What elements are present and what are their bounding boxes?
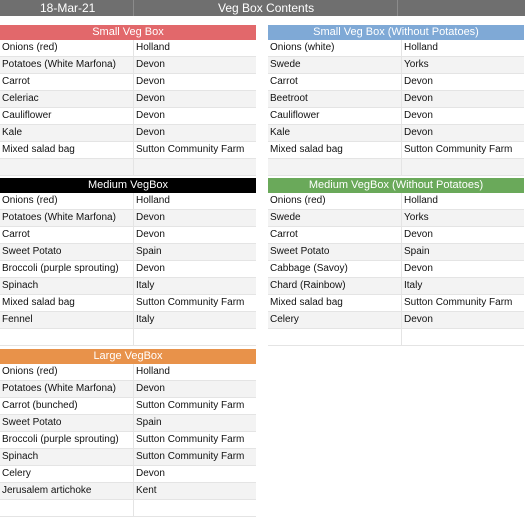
column-divider xyxy=(133,142,134,158)
table-row xyxy=(0,193,256,210)
table-row xyxy=(0,108,256,125)
vegetable-cell[interactable]: Cauliflower xyxy=(270,110,320,121)
vegetable-cell[interactable]: Onions (red) xyxy=(2,195,58,206)
table-row xyxy=(0,227,256,244)
table-row xyxy=(0,312,256,329)
column-divider xyxy=(133,261,134,277)
vegetable-cell[interactable]: Mixed salad bag xyxy=(2,144,75,155)
vegetable-cell[interactable]: Spinach xyxy=(2,451,39,462)
table-row xyxy=(0,244,256,261)
sheet-title[interactable]: Veg Box Contents xyxy=(218,1,315,15)
vegetable-cell[interactable]: Sweet Potato xyxy=(270,246,330,257)
vegetable-cell[interactable]: Celeriac xyxy=(2,93,39,104)
table-row xyxy=(268,57,524,74)
vegetable-cell[interactable]: Carrot xyxy=(270,229,298,240)
column-divider xyxy=(133,193,134,209)
vegetable-cell[interactable]: Mixed salad bag xyxy=(270,297,343,308)
column-divider xyxy=(401,261,402,277)
table-row xyxy=(268,278,524,295)
column-divider xyxy=(133,159,134,175)
origin-cell[interactable]: Devon xyxy=(136,468,165,479)
origin-cell[interactable]: Devon xyxy=(136,127,165,138)
column-divider xyxy=(401,295,402,311)
origin-cell[interactable]: Italy xyxy=(404,280,423,291)
vegetable-cell[interactable]: Chard (Rainbow) xyxy=(270,280,346,291)
vegetable-cell[interactable]: Onions (red) xyxy=(270,195,326,206)
column-divider xyxy=(133,244,134,260)
origin-cell[interactable]: Devon xyxy=(136,76,165,87)
vegetable-cell[interactable]: Cauliflower xyxy=(2,110,52,121)
origin-cell[interactable]: Sutton Community Farm xyxy=(136,434,245,445)
header-divider xyxy=(133,0,134,16)
table-row xyxy=(0,91,256,108)
column-divider xyxy=(133,381,134,397)
origin-cell[interactable]: Sutton Community Farm xyxy=(136,451,245,462)
column-divider xyxy=(401,108,402,124)
table-row xyxy=(0,57,256,74)
vegetable-cell[interactable]: Carrot xyxy=(2,76,30,87)
origin-cell[interactable]: Devon xyxy=(404,263,433,274)
origin-cell[interactable]: Devon xyxy=(136,229,165,240)
vegetable-cell[interactable]: Kale xyxy=(2,127,23,138)
column-divider xyxy=(401,159,402,175)
small-veg-box-without-potatoes-table xyxy=(268,25,524,176)
table-row xyxy=(0,466,256,483)
origin-cell[interactable]: Devon xyxy=(136,59,165,70)
column-divider xyxy=(401,210,402,226)
origin-cell[interactable]: Devon xyxy=(136,110,165,121)
column-divider xyxy=(401,329,402,345)
table-row xyxy=(0,261,256,278)
table-row xyxy=(268,295,524,312)
column-divider xyxy=(401,244,402,260)
origin-cell[interactable]: Devon xyxy=(404,314,433,325)
column-divider xyxy=(133,432,134,448)
vegetable-cell[interactable]: Carrot xyxy=(270,76,298,87)
vegetable-cell[interactable]: Fennel xyxy=(2,314,33,325)
origin-cell[interactable]: Holland xyxy=(136,42,170,53)
large-vegbox-title[interactable]: Large VegBox xyxy=(0,349,256,364)
column-divider xyxy=(133,295,134,311)
table-row xyxy=(0,483,256,500)
vegetable-cell[interactable]: Onions (red) xyxy=(2,366,58,377)
vegetable-cell[interactable]: Swede xyxy=(270,59,301,70)
origin-cell[interactable]: Sutton Community Farm xyxy=(136,144,245,155)
column-divider xyxy=(133,483,134,499)
vegetable-cell[interactable]: Celery xyxy=(2,468,31,479)
origin-cell[interactable]: Holland xyxy=(136,366,170,377)
origin-cell[interactable]: Devon xyxy=(136,263,165,274)
table-row xyxy=(268,125,524,142)
sheet-header xyxy=(0,0,525,16)
column-divider xyxy=(401,193,402,209)
table-row xyxy=(268,193,524,210)
column-divider xyxy=(401,125,402,141)
origin-cell[interactable]: Devon xyxy=(404,93,433,104)
column-divider xyxy=(133,108,134,124)
column-divider xyxy=(401,312,402,328)
vegetable-cell[interactable]: Sweet Potato xyxy=(2,246,62,257)
origin-cell[interactable]: Spain xyxy=(404,246,430,257)
table-row xyxy=(268,210,524,227)
column-divider xyxy=(133,227,134,243)
table-row xyxy=(0,74,256,91)
table-row xyxy=(0,432,256,449)
table-row xyxy=(268,74,524,91)
column-divider xyxy=(401,57,402,73)
vegetable-cell[interactable]: Carrot (bunched) xyxy=(2,400,78,411)
vegetable-cell[interactable]: Celery xyxy=(270,314,299,325)
table-row xyxy=(268,227,524,244)
column-divider xyxy=(133,74,134,90)
column-divider xyxy=(133,449,134,465)
table-row xyxy=(0,329,256,346)
vegetable-cell[interactable]: Onions (white) xyxy=(270,42,335,53)
vegetable-cell[interactable]: Beetroot xyxy=(270,93,308,104)
origin-cell[interactable]: Sutton Community Farm xyxy=(404,297,513,308)
origin-cell[interactable]: Holland xyxy=(136,195,170,206)
vegetable-cell[interactable]: Onions (red) xyxy=(2,42,58,53)
table-row xyxy=(268,91,524,108)
column-divider xyxy=(401,91,402,107)
vegetable-cell[interactable]: Carrot xyxy=(2,229,30,240)
origin-cell[interactable]: Holland xyxy=(404,195,438,206)
table-row xyxy=(268,244,524,261)
column-divider xyxy=(401,278,402,294)
vegetable-cell[interactable]: Potatoes (White Marfona) xyxy=(2,59,116,70)
origin-cell[interactable]: Devon xyxy=(404,76,433,87)
medium-vegbox-without-potatoes-table xyxy=(268,178,524,346)
origin-cell[interactable]: Spain xyxy=(136,417,162,428)
origin-cell[interactable]: Devon xyxy=(136,93,165,104)
origin-cell[interactable]: Devon xyxy=(404,127,433,138)
column-divider xyxy=(401,74,402,90)
origin-cell[interactable]: Yorks xyxy=(404,212,429,223)
table-row xyxy=(0,449,256,466)
table-row xyxy=(0,415,256,432)
origin-cell[interactable]: Yorks xyxy=(404,59,429,70)
origin-cell[interactable]: Devon xyxy=(404,229,433,240)
table-row xyxy=(0,142,256,159)
vegetable-cell[interactable]: Spinach xyxy=(2,280,39,291)
column-divider xyxy=(133,415,134,431)
origin-cell[interactable]: Kent xyxy=(136,485,157,496)
vegetable-cell[interactable]: Jerusalem artichoke xyxy=(2,485,92,496)
column-divider xyxy=(133,91,134,107)
column-divider xyxy=(133,364,134,380)
column-divider xyxy=(401,227,402,243)
origin-cell[interactable]: Sutton Community Farm xyxy=(136,400,245,411)
origin-cell[interactable]: Sutton Community Farm xyxy=(136,297,245,308)
origin-cell[interactable]: Devon xyxy=(404,110,433,121)
table-row xyxy=(0,398,256,415)
large-vegbox-table xyxy=(0,349,256,517)
origin-cell[interactable]: Italy xyxy=(136,280,155,291)
table-row xyxy=(268,261,524,278)
origin-cell[interactable]: Sutton Community Farm xyxy=(404,144,513,155)
column-divider xyxy=(401,142,402,158)
table-row xyxy=(268,329,524,346)
table-row xyxy=(0,159,256,176)
column-divider xyxy=(133,500,134,516)
vegetable-cell[interactable]: Cabbage (Savoy) xyxy=(270,263,348,274)
vegetable-cell[interactable]: Kale xyxy=(270,127,291,138)
vegetable-cell[interactable]: Mixed salad bag xyxy=(270,144,343,155)
table-row xyxy=(0,278,256,295)
column-divider xyxy=(133,398,134,414)
column-divider xyxy=(133,125,134,141)
table-row xyxy=(0,40,256,57)
column-divider xyxy=(133,278,134,294)
table-row xyxy=(268,159,524,176)
table-row xyxy=(268,40,524,57)
vegetable-cell[interactable]: Broccoli (purple sprouting) xyxy=(2,263,119,274)
vegetable-cell[interactable]: Potatoes (White Marfona) xyxy=(2,383,116,394)
table-row xyxy=(0,364,256,381)
origin-cell[interactable]: Spain xyxy=(136,246,162,257)
date-cell[interactable]: 18-Mar-21 xyxy=(40,1,96,15)
medium-vegbox-title[interactable]: Medium VegBox xyxy=(0,178,256,193)
small-veg-box-title[interactable]: Small Veg Box xyxy=(0,25,256,40)
vegetable-cell[interactable]: Swede xyxy=(270,212,301,223)
origin-cell[interactable]: Holland xyxy=(404,42,438,53)
medium-vegbox-table xyxy=(0,178,256,346)
table-row xyxy=(0,125,256,142)
table-row xyxy=(0,500,256,517)
origin-cell[interactable]: Italy xyxy=(136,314,155,325)
vegetable-cell[interactable]: Mixed salad bag xyxy=(2,297,75,308)
origin-cell[interactable]: Devon xyxy=(136,212,165,223)
column-divider xyxy=(133,40,134,56)
small-veg-box-without-potatoes-title[interactable]: Small Veg Box (Without Potatoes) xyxy=(268,25,524,40)
small-veg-box-table xyxy=(0,25,256,176)
origin-cell[interactable]: Devon xyxy=(136,383,165,394)
column-divider xyxy=(133,466,134,482)
column-divider xyxy=(133,329,134,345)
column-divider xyxy=(401,40,402,56)
column-divider xyxy=(133,210,134,226)
table-row xyxy=(268,312,524,329)
header-divider xyxy=(397,0,398,16)
vegetable-cell[interactable]: Potatoes (White Marfona) xyxy=(2,212,116,223)
table-row xyxy=(268,142,524,159)
table-row xyxy=(0,381,256,398)
vegetable-cell[interactable]: Broccoli (purple sprouting) xyxy=(2,434,119,445)
table-row xyxy=(0,295,256,312)
table-row xyxy=(268,108,524,125)
column-divider xyxy=(133,57,134,73)
column-divider xyxy=(133,312,134,328)
table-row xyxy=(0,210,256,227)
vegetable-cell[interactable]: Sweet Potato xyxy=(2,417,62,428)
medium-vegbox-without-potatoes-title[interactable]: Medium VegBox (Without Potatoes) xyxy=(268,178,524,193)
